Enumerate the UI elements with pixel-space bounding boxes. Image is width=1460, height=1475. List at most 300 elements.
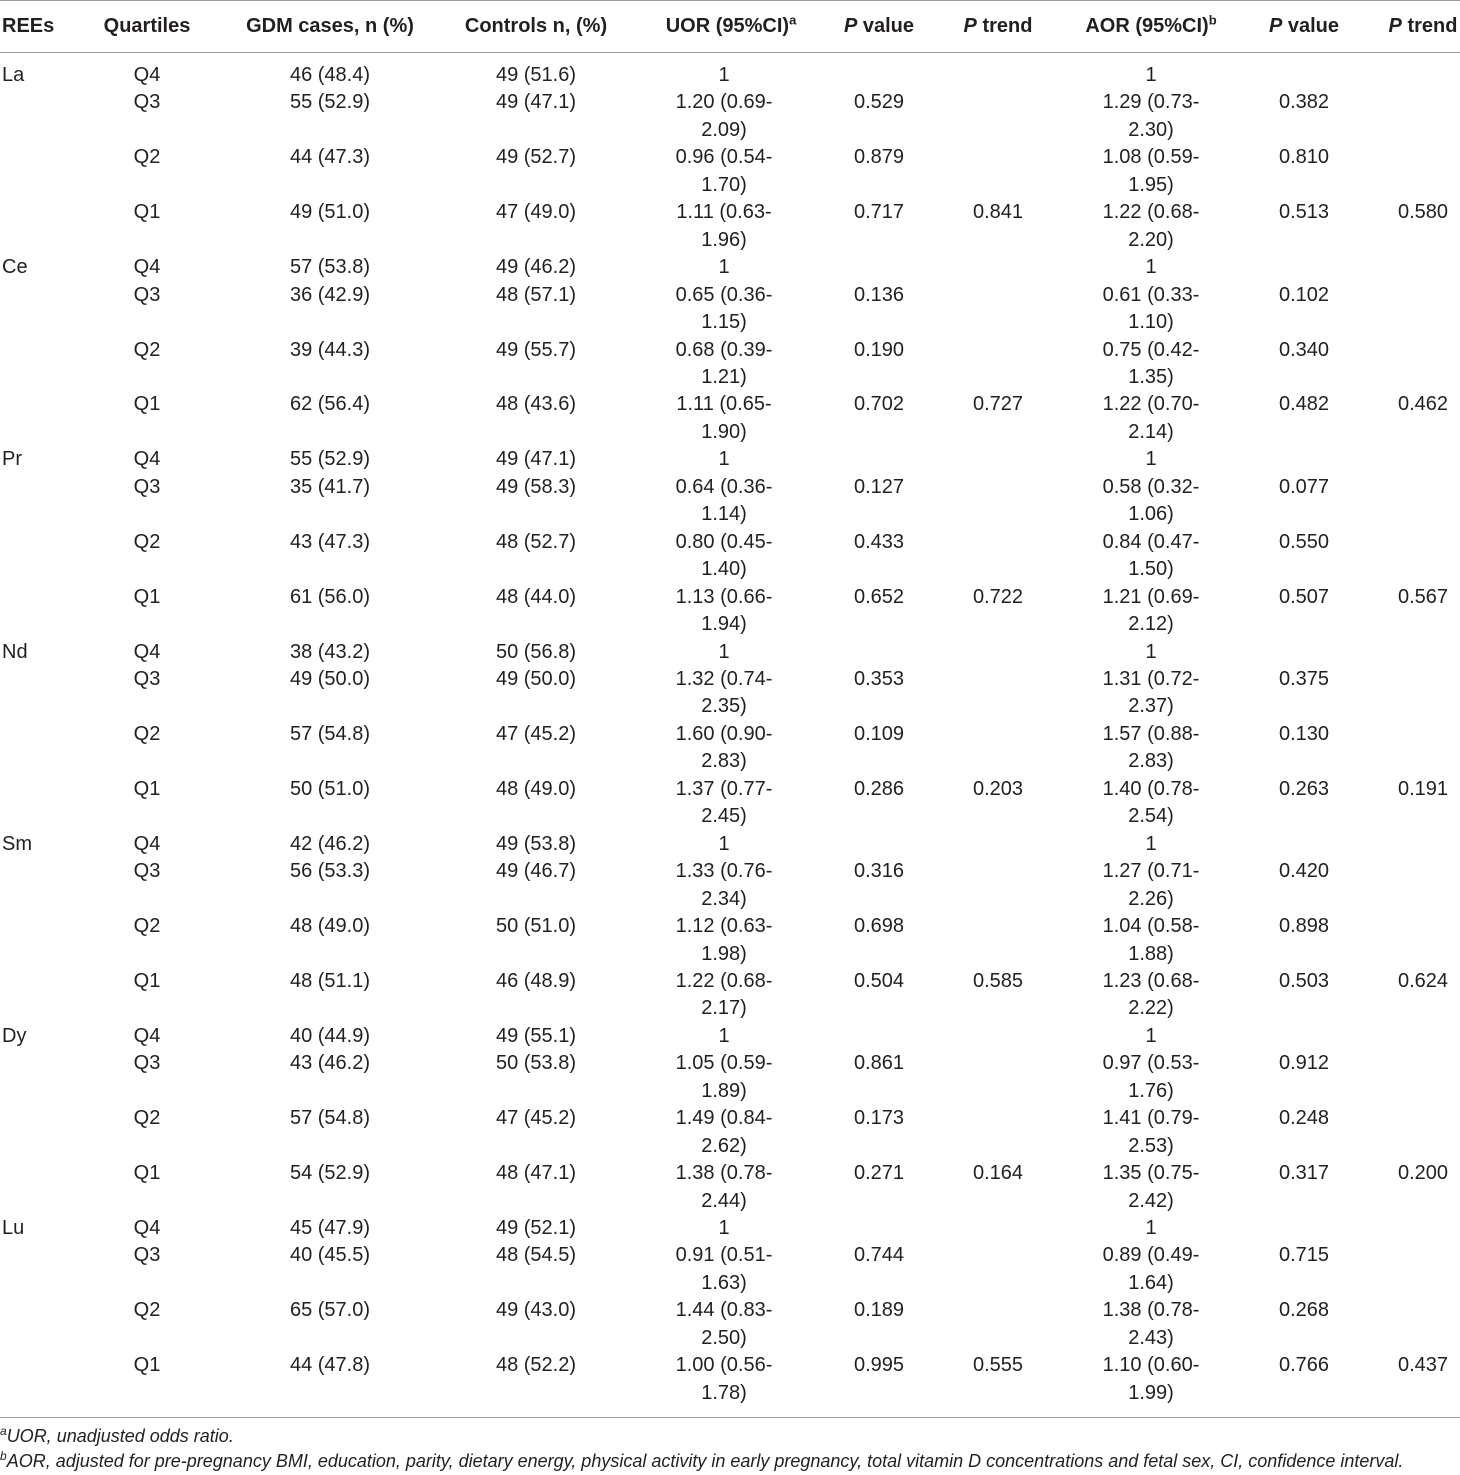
quartile-cell: Q1 [133,777,161,800]
quartile-cell: Q4 [133,448,161,471]
uor-p-trend-cell [926,858,1070,913]
aor-p-value-cell: 0.375 [1278,667,1330,690]
quartile-cell: Q4 [133,256,161,279]
uor-ci-cell [616,1050,832,1105]
aor-ci-cell [1070,639,1222,666]
table-row [0,639,1460,666]
table-row [0,62,1460,89]
uor-p-value-cell: 0.190 [853,338,905,361]
ree-cell [0,584,90,639]
quartile-cell: Q1 [133,393,161,416]
aor-p-trend-cell [1386,913,1460,968]
controls-cell: 48 (52.7) [495,530,577,553]
controls-cell: 49 (47.1) [495,448,577,471]
ree-group [0,254,1460,446]
uor-ci-cell [616,89,832,144]
aor-p-trend-cell [1386,1105,1460,1160]
aor-ci-cell [1070,144,1222,199]
quartile-cell: Q4 [133,832,161,855]
ree-group [0,1023,1460,1215]
controls-cell: 49 (51.6) [495,64,577,86]
controls-cell: 48 (52.2) [495,1354,577,1377]
controls-cell: 49 (53.8) [495,832,577,855]
gdm-cases-cell: 36 (42.9) [289,283,371,306]
uor-p-value-cell: 0.698 [853,915,905,938]
aor-ci-value: 1 [1145,640,1157,663]
quartile-cell: Q2 [133,915,161,938]
aor-ci-cell [1070,391,1222,446]
aor-ci-cell [1070,968,1222,1023]
uor-ci-cell [616,968,832,1023]
uor-ci-value: 0.65 (0.36-1.15) [675,283,773,334]
table-row [0,474,1460,529]
uor-p-value-cell: 0.136 [853,283,905,306]
uor-p-value-cell: 0.433 [853,530,905,553]
col-header-label: trend [1407,15,1458,37]
uor-ci-value: 0.64 (0.36-1.14) [675,475,773,526]
uor-p-trend-cell: 0.841 [972,201,1024,224]
aor-ci-value: 1.22 (0.70-2.14) [1102,393,1200,443]
table-row [0,282,1460,337]
controls-cell: 49 (52.7) [495,146,577,169]
controls-cell: 50 (56.8) [495,640,577,663]
controls-cell: 48 (57.1) [495,283,577,306]
aor-ci-value: 1.29 (0.73-2.30) [1102,91,1200,141]
aor-ci-value: 1.57 (0.88-2.83) [1102,722,1200,773]
gdm-cases-cell: 44 (47.3) [289,146,371,169]
aor-p-value-cell [1222,62,1386,89]
aor-ci-value: 1 [1145,832,1157,855]
footnote-marker: b [0,1449,7,1464]
aor-p-value-cell: 0.382 [1278,91,1330,114]
aor-ci-value: 0.97 (0.53-1.76) [1102,1052,1200,1102]
gdm-cases-cell: 39 (44.3) [289,338,371,361]
gdm-cases-cell: 55 (52.9) [289,91,371,114]
table-row [0,89,1460,144]
aor-ci-value: 1.31 (0.72-2.37) [1102,667,1200,718]
aor-p-value-cell: 0.248 [1278,1107,1330,1130]
quartile-cell: Q3 [133,667,161,690]
uor-p-value-cell: 0.861 [853,1052,905,1075]
aor-p-trend-cell [1386,639,1460,666]
uor-p-value-cell: 0.353 [853,667,905,690]
table-row [0,913,1460,968]
aor-p-trend-cell: 0.200 [1397,1162,1449,1185]
uor-p-value-cell [832,831,926,858]
uor-ci-cell [616,831,832,858]
uor-ci-value: 1.12 (0.63-1.98) [675,915,773,965]
quartile-cell: Q3 [133,860,161,883]
controls-cell: 49 (46.2) [495,256,577,279]
ree-cell [0,1297,90,1352]
ree-cell [0,199,90,254]
quartile-cell: Q1 [133,585,161,608]
ree-cell: Ce [2,256,28,279]
aor-p-value-cell: 0.077 [1278,475,1330,498]
uor-p-trend-cell [926,721,1070,776]
col-header-aor-p-trend [1386,1,1460,52]
aor-ci-value: 0.75 (0.42-1.35) [1102,338,1200,388]
footnote-text: AOR, adjusted for pre-pregnancy BMI, education, parity, dietary energy, physical activity in early pregnancy, total vitamin D concentrations and fetal sex, CI, confidence interval. [6,1451,1404,1472]
aor-ci-cell [1070,1105,1222,1160]
uor-p-trend-cell [926,1050,1070,1105]
uor-ci-cell [616,254,832,281]
table-row [0,1023,1460,1050]
quartile-cell: Q1 [133,969,161,992]
uor-p-value-cell [832,1215,926,1242]
ree-cell: Dy [2,1024,27,1047]
uor-ci-cell [616,1215,832,1242]
aor-ci-cell [1070,62,1222,89]
aor-ci-value: 1.22 (0.68-2.20) [1102,201,1200,251]
aor-p-value-cell: 0.912 [1278,1052,1330,1075]
uor-p-value-cell [832,639,926,666]
uor-p-trend-cell [926,1023,1070,1050]
uor-ci-cell [616,1242,832,1297]
p-symbol: P [843,15,858,37]
quartile-cell: Q1 [133,1162,161,1185]
ree-cell [0,1160,90,1215]
uor-ci-value: 1 [718,1024,730,1047]
quartile-cell: Q4 [133,64,161,86]
aor-p-trend-cell [1386,89,1460,144]
table-row [0,721,1460,776]
gdm-cases-cell: 49 (50.0) [289,667,371,690]
controls-cell: 48 (47.1) [495,1162,577,1185]
col-header-uor-p-trend [926,1,1070,52]
aor-p-trend-cell [1386,1023,1460,1050]
controls-cell: 47 (45.2) [495,722,577,745]
uor-p-value-cell: 0.717 [853,201,905,224]
aor-p-trend-cell: 0.567 [1397,585,1449,608]
aor-p-trend-cell: 0.462 [1397,393,1449,416]
uor-p-value-cell: 0.173 [853,1107,905,1130]
col-header-uor-label: UOR (95%CI) [665,15,790,37]
aor-p-value-cell [1222,446,1386,473]
table-row [0,584,1460,639]
aor-p-value-cell: 0.268 [1278,1299,1330,1322]
aor-ci-value: 1.23 (0.68-2.22) [1102,969,1200,1020]
uor-ci-cell [616,282,832,337]
aor-ci-value: 0.84 (0.47-1.50) [1102,530,1200,581]
ree-cell [0,1352,90,1407]
controls-cell: 48 (44.0) [495,585,577,608]
uor-p-value-cell [832,1023,926,1050]
aor-p-trend-cell [1386,62,1460,89]
ree-cell [0,144,90,199]
col-header-label: value [862,15,915,37]
uor-p-value-cell: 0.127 [853,475,905,498]
controls-cell: 49 (52.1) [495,1217,577,1240]
aor-p-value-cell: 0.766 [1278,1354,1330,1377]
quartile-cell: Q3 [133,1052,161,1075]
aor-ci-cell [1070,254,1222,281]
uor-ci-value: 1.22 (0.68-2.17) [675,969,773,1020]
gdm-cases-cell: 61 (56.0) [289,585,371,608]
gdm-cases-cell: 57 (54.8) [289,1107,371,1130]
uor-p-trend-cell [926,913,1070,968]
uor-ci-cell [616,474,832,529]
quartile-cell: Q2 [133,1107,161,1130]
uor-ci-cell [616,721,832,776]
aor-p-value-cell: 0.340 [1278,338,1330,361]
aor-ci-value: 0.61 (0.33-1.10) [1102,283,1200,334]
quartile-cell: Q2 [133,1299,161,1322]
ree-cell [0,666,90,721]
ree-cell: Lu [2,1217,25,1240]
aor-ci-cell [1070,776,1222,831]
uor-p-trend-cell [926,1242,1070,1297]
aor-p-trend-cell [1386,721,1460,776]
uor-ci-cell [616,1023,832,1050]
uor-ci-cell [616,337,832,392]
gdm-cases-cell: 55 (52.9) [289,448,371,471]
table-row [0,529,1460,584]
ree-cell [0,1105,90,1160]
uor-ci-value: 1.38 (0.78-2.44) [675,1162,773,1212]
uor-p-value-cell [832,254,926,281]
uor-ci-value: 1.32 (0.74-2.35) [675,667,773,718]
gdm-cases-cell: 65 (57.0) [289,1299,371,1322]
controls-cell: 49 (47.1) [495,91,577,114]
table-row [0,1352,1460,1407]
aor-ci-cell [1070,474,1222,529]
aor-p-trend-cell [1386,282,1460,337]
aor-p-trend-cell [1386,254,1460,281]
col-header-uor [616,1,832,52]
table-footnotes [0,1418,1460,1474]
quartile-cell: Q3 [133,475,161,498]
footnote-a [0,1424,1460,1449]
quartile-cell: Q2 [133,338,161,361]
col-header-aor [1070,1,1222,52]
uor-p-trend-cell: 0.164 [972,1162,1024,1185]
uor-ci-value: 1 [718,448,730,471]
aor-p-trend-cell [1386,337,1460,392]
uor-p-trend-cell: 0.722 [972,585,1024,608]
aor-ci-value: 1.41 (0.79-2.53) [1102,1107,1200,1157]
aor-ci-value: 1 [1145,1024,1157,1047]
table-row [0,1215,1460,1242]
uor-p-value-cell: 0.652 [853,585,905,608]
ree-group [0,62,1460,254]
aor-ci-cell [1070,666,1222,721]
aor-p-value-cell [1222,254,1386,281]
col-header-label: value [1287,15,1340,37]
uor-ci-value: 0.91 (0.51-1.63) [675,1244,773,1294]
controls-cell: 49 (50.0) [495,667,577,690]
aor-ci-value: 0.58 (0.32-1.06) [1102,475,1200,526]
uor-p-trend-cell [926,666,1070,721]
ree-cell [0,721,90,776]
uor-ci-value: 1.37 (0.77-2.45) [675,777,773,828]
gdm-cases-cell: 38 (43.2) [289,640,371,663]
ree-cell [0,1242,90,1297]
controls-cell: 50 (51.0) [495,915,577,938]
col-header-controls: Controls n, (%) [464,15,608,37]
uor-p-value-cell: 0.529 [853,91,905,114]
gdm-cases-cell: 50 (51.0) [289,777,371,800]
gdm-cases-cell: 49 (51.0) [289,201,371,224]
table-row [0,968,1460,1023]
aor-p-value-cell: 0.503 [1278,969,1330,992]
uor-p-value-cell: 0.702 [853,393,905,416]
gdm-cases-cell: 44 (47.8) [289,1354,371,1377]
quartile-cell: Q3 [133,91,161,114]
aor-p-value-cell: 0.550 [1278,530,1330,553]
gdm-cases-cell: 43 (47.3) [289,530,371,553]
footnote-marker: a [0,1424,7,1439]
uor-p-trend-cell [926,446,1070,473]
aor-p-trend-cell [1386,1050,1460,1105]
uor-ci-value: 1 [718,1217,730,1240]
table-row [0,831,1460,858]
uor-ci-value: 1.60 (0.90-2.83) [675,722,773,773]
uor-ci-cell [616,858,832,913]
table-row [0,666,1460,721]
aor-ci-cell [1070,1352,1222,1407]
aor-ci-value: 1.27 (0.71-2.26) [1102,860,1200,910]
uor-ci-value: 1.11 (0.63-1.96) [676,201,772,251]
controls-cell: 50 (53.8) [495,1052,577,1075]
table-body [0,53,1460,1418]
controls-cell: 46 (48.9) [495,969,577,992]
uor-ci-cell [616,584,832,639]
uor-p-trend-cell [926,1215,1070,1242]
uor-p-value-cell: 0.271 [853,1162,905,1185]
aor-p-value-cell: 0.263 [1278,777,1330,800]
uor-ci-value: 1.20 (0.69-2.09) [675,91,773,141]
p-symbol: P [963,15,977,37]
footnote-ref-b: b [1208,12,1217,28]
gdm-cases-cell: 40 (45.5) [289,1244,371,1267]
uor-p-value-cell: 0.286 [853,777,905,800]
p-symbol: P [1268,15,1283,37]
quartile-cell: Q1 [133,201,161,224]
ree-cell [0,89,90,144]
uor-p-trend-cell [926,639,1070,666]
aor-ci-value: 1.10 (0.60-1.99) [1102,1354,1200,1404]
controls-cell: 47 (49.0) [495,201,577,224]
quartile-cell: Q4 [133,1024,161,1047]
ree-group [0,446,1460,638]
controls-cell: 49 (46.7) [495,860,577,883]
uor-ci-cell [616,62,832,89]
gdm-cases-cell: 48 (49.0) [289,915,371,938]
controls-cell: 49 (43.0) [495,1299,577,1322]
gdm-cases-cell: 56 (53.3) [289,860,371,883]
ree-cell: Pr [2,448,22,471]
uor-ci-cell [616,1160,832,1215]
uor-ci-cell [616,639,832,666]
aor-p-value-cell: 0.513 [1278,201,1330,224]
uor-p-trend-cell [926,474,1070,529]
aor-p-trend-cell [1386,446,1460,473]
uor-ci-value: 1.33 (0.76-2.34) [675,860,773,910]
uor-p-trend-cell [926,1297,1070,1352]
aor-p-trend-cell [1386,1297,1460,1352]
footnote-b [0,1449,1460,1474]
uor-p-trend-cell [926,1105,1070,1160]
table-row [0,858,1460,913]
uor-ci-value: 0.96 (0.54-1.70) [675,146,773,196]
controls-cell: 48 (54.5) [495,1244,577,1267]
aor-ci-cell [1070,89,1222,144]
aor-ci-value: 0.89 (0.49-1.64) [1102,1244,1200,1294]
uor-ci-value: 1.11 (0.65-1.90) [676,393,772,443]
gdm-cases-cell: 35 (41.7) [289,475,371,498]
aor-p-trend-cell [1386,1242,1460,1297]
uor-ci-value: 1 [718,256,730,279]
uor-p-trend-cell: 0.727 [972,393,1024,416]
uor-ci-value: 1 [718,640,730,663]
gdm-cases-cell: 40 (44.9) [289,1024,371,1047]
uor-ci-value: 1.44 (0.83-2.50) [675,1299,773,1349]
quartile-cell: Q2 [133,146,161,169]
uor-ci-value: 1 [718,832,730,855]
aor-p-trend-cell [1386,529,1460,584]
quartile-cell: Q2 [133,722,161,745]
quartile-cell: Q4 [133,640,161,663]
ree-cell [0,391,90,446]
quartile-cell: Q2 [133,530,161,553]
controls-cell: 49 (58.3) [495,475,577,498]
uor-ci-cell [616,913,832,968]
table-row [0,446,1460,473]
col-header-aor-p-value [1222,1,1386,52]
aor-ci-cell [1070,831,1222,858]
table-row [0,1160,1460,1215]
controls-cell: 47 (45.2) [495,1107,577,1130]
aor-p-value-cell [1222,1023,1386,1050]
aor-ci-cell [1070,199,1222,254]
aor-ci-cell [1070,337,1222,392]
ree-group [0,1215,1460,1407]
table-row [0,1105,1460,1160]
uor-p-value-cell: 0.316 [853,860,905,883]
col-header-label: trend [982,15,1033,37]
aor-ci-cell [1070,913,1222,968]
aor-ci-value: 1 [1145,448,1157,471]
footnote-ref-a: a [789,12,797,28]
aor-p-trend-cell [1386,858,1460,913]
uor-p-trend-cell [926,831,1070,858]
uor-p-value-cell: 0.995 [853,1354,905,1377]
ree-group [0,639,1460,831]
aor-ci-cell [1070,584,1222,639]
aor-ci-value: 1.40 (0.78-2.54) [1102,777,1200,828]
col-header-quartiles: Quartiles [103,15,191,37]
table-row [0,1050,1460,1105]
uor-ci-value: 1.49 (0.84-2.62) [675,1107,773,1157]
aor-p-trend-cell: 0.437 [1397,1354,1449,1377]
ree-cell: La [2,64,25,86]
gdm-cases-cell: 48 (51.1) [289,969,371,992]
aor-p-value-cell: 0.810 [1278,146,1330,169]
gdm-cases-cell: 43 (46.2) [289,1052,371,1075]
gdm-cases-cell: 62 (56.4) [289,393,371,416]
ree-cell [0,968,90,1023]
table-row [0,199,1460,254]
uor-p-trend-cell [926,254,1070,281]
uor-ci-value: 1.05 (0.59-1.89) [675,1052,773,1102]
aor-p-value-cell: 0.130 [1278,722,1330,745]
controls-cell: 49 (55.1) [495,1024,577,1047]
aor-p-value-cell [1222,639,1386,666]
gdm-cases-cell: 45 (47.9) [289,1217,371,1240]
ree-cell [0,529,90,584]
aor-ci-cell [1070,1050,1222,1105]
